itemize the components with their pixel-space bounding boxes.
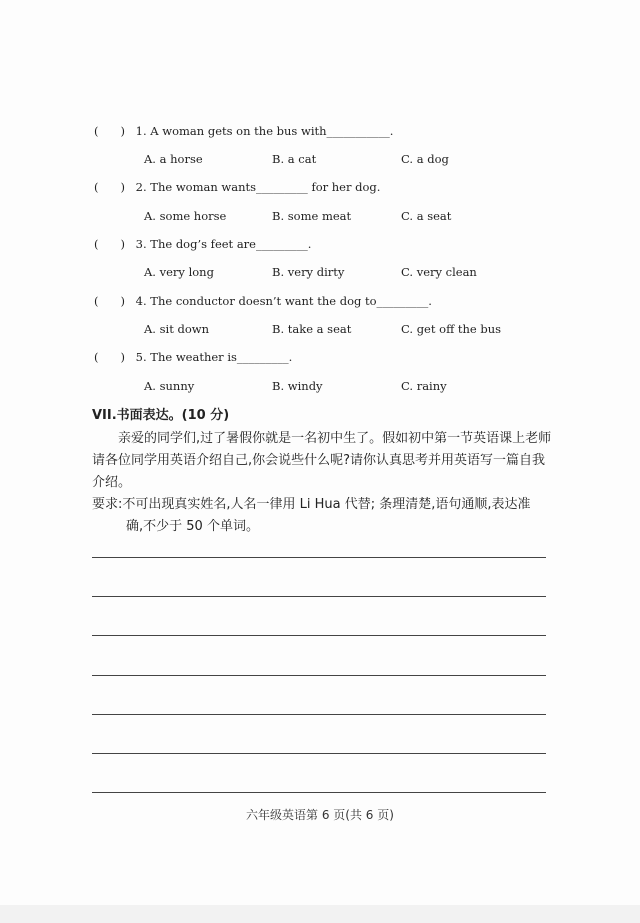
option-b: B. take a seat <box>272 322 352 336</box>
answer-blank[interactable]: ( ) <box>94 180 125 194</box>
option-c: C. very clean <box>401 265 477 279</box>
writing-line[interactable] <box>92 596 546 597</box>
question-text: 3. The dog’s feet are_________. <box>135 237 312 251</box>
option-b: B. windy <box>272 379 323 393</box>
writing-line[interactable] <box>92 753 546 754</box>
option-a: A. some horse <box>144 209 227 223</box>
bottom-band <box>0 905 640 923</box>
section-title: VII.书面表达。(10 分) <box>92 408 230 423</box>
option-a: A. sunny <box>144 379 195 393</box>
question-4 <box>94 294 432 308</box>
writing-requirement-continued: 确,不少于 50 个单词。 <box>126 519 259 534</box>
question-3 <box>94 237 311 251</box>
writing-line[interactable] <box>92 635 546 636</box>
writing-line[interactable] <box>92 714 546 715</box>
writing-line[interactable] <box>92 792 546 793</box>
answer-blank[interactable]: ( ) <box>94 294 125 308</box>
option-b: B. very dirty <box>272 265 345 279</box>
page-footer: 六年级英语第 6 页(共 6 页) <box>246 808 394 822</box>
question-2 <box>94 180 380 194</box>
writing-requirement: 要求:不可出现真实姓名,人名一律用 Li Hua 代替; 条理清楚,语句通顺,表达准 <box>92 497 531 512</box>
writing-line[interactable] <box>92 675 546 676</box>
question-text: 4. The conductor doesn’t want the dog to_________. <box>135 294 432 308</box>
answer-blank[interactable]: ( ) <box>94 237 125 251</box>
option-b: B. a cat <box>272 152 317 166</box>
option-c: C. rainy <box>401 379 447 393</box>
question-1 <box>94 124 393 138</box>
answer-blank[interactable]: ( ) <box>94 124 125 138</box>
option-b: B. some meat <box>272 209 352 223</box>
question-text: 5. The weather is_________. <box>135 350 293 364</box>
option-a: A. sit down <box>144 322 210 336</box>
option-c: C. get off the bus <box>401 322 502 336</box>
question-text: 2. The woman wants_________ for her dog. <box>135 180 381 194</box>
option-a: A. a horse <box>144 152 203 166</box>
option-c: C. a seat <box>401 209 452 223</box>
question-text: 1. A woman gets on the bus with___________. <box>135 124 394 138</box>
answer-blank[interactable]: ( ) <box>94 350 125 364</box>
option-a: A. very long <box>144 265 214 279</box>
writing-line[interactable] <box>92 557 546 558</box>
question-5 <box>94 350 292 364</box>
writing-prompt: 亲爱的同学们,过了暑假你就是一名初中生了。假如初中第一节英语课上老师请各位同学用英语介绍自己,你会说些什么呢?请你认真思考并用英语写一篇自我介绍。 <box>92 431 552 490</box>
option-c: C. a dog <box>401 152 449 166</box>
